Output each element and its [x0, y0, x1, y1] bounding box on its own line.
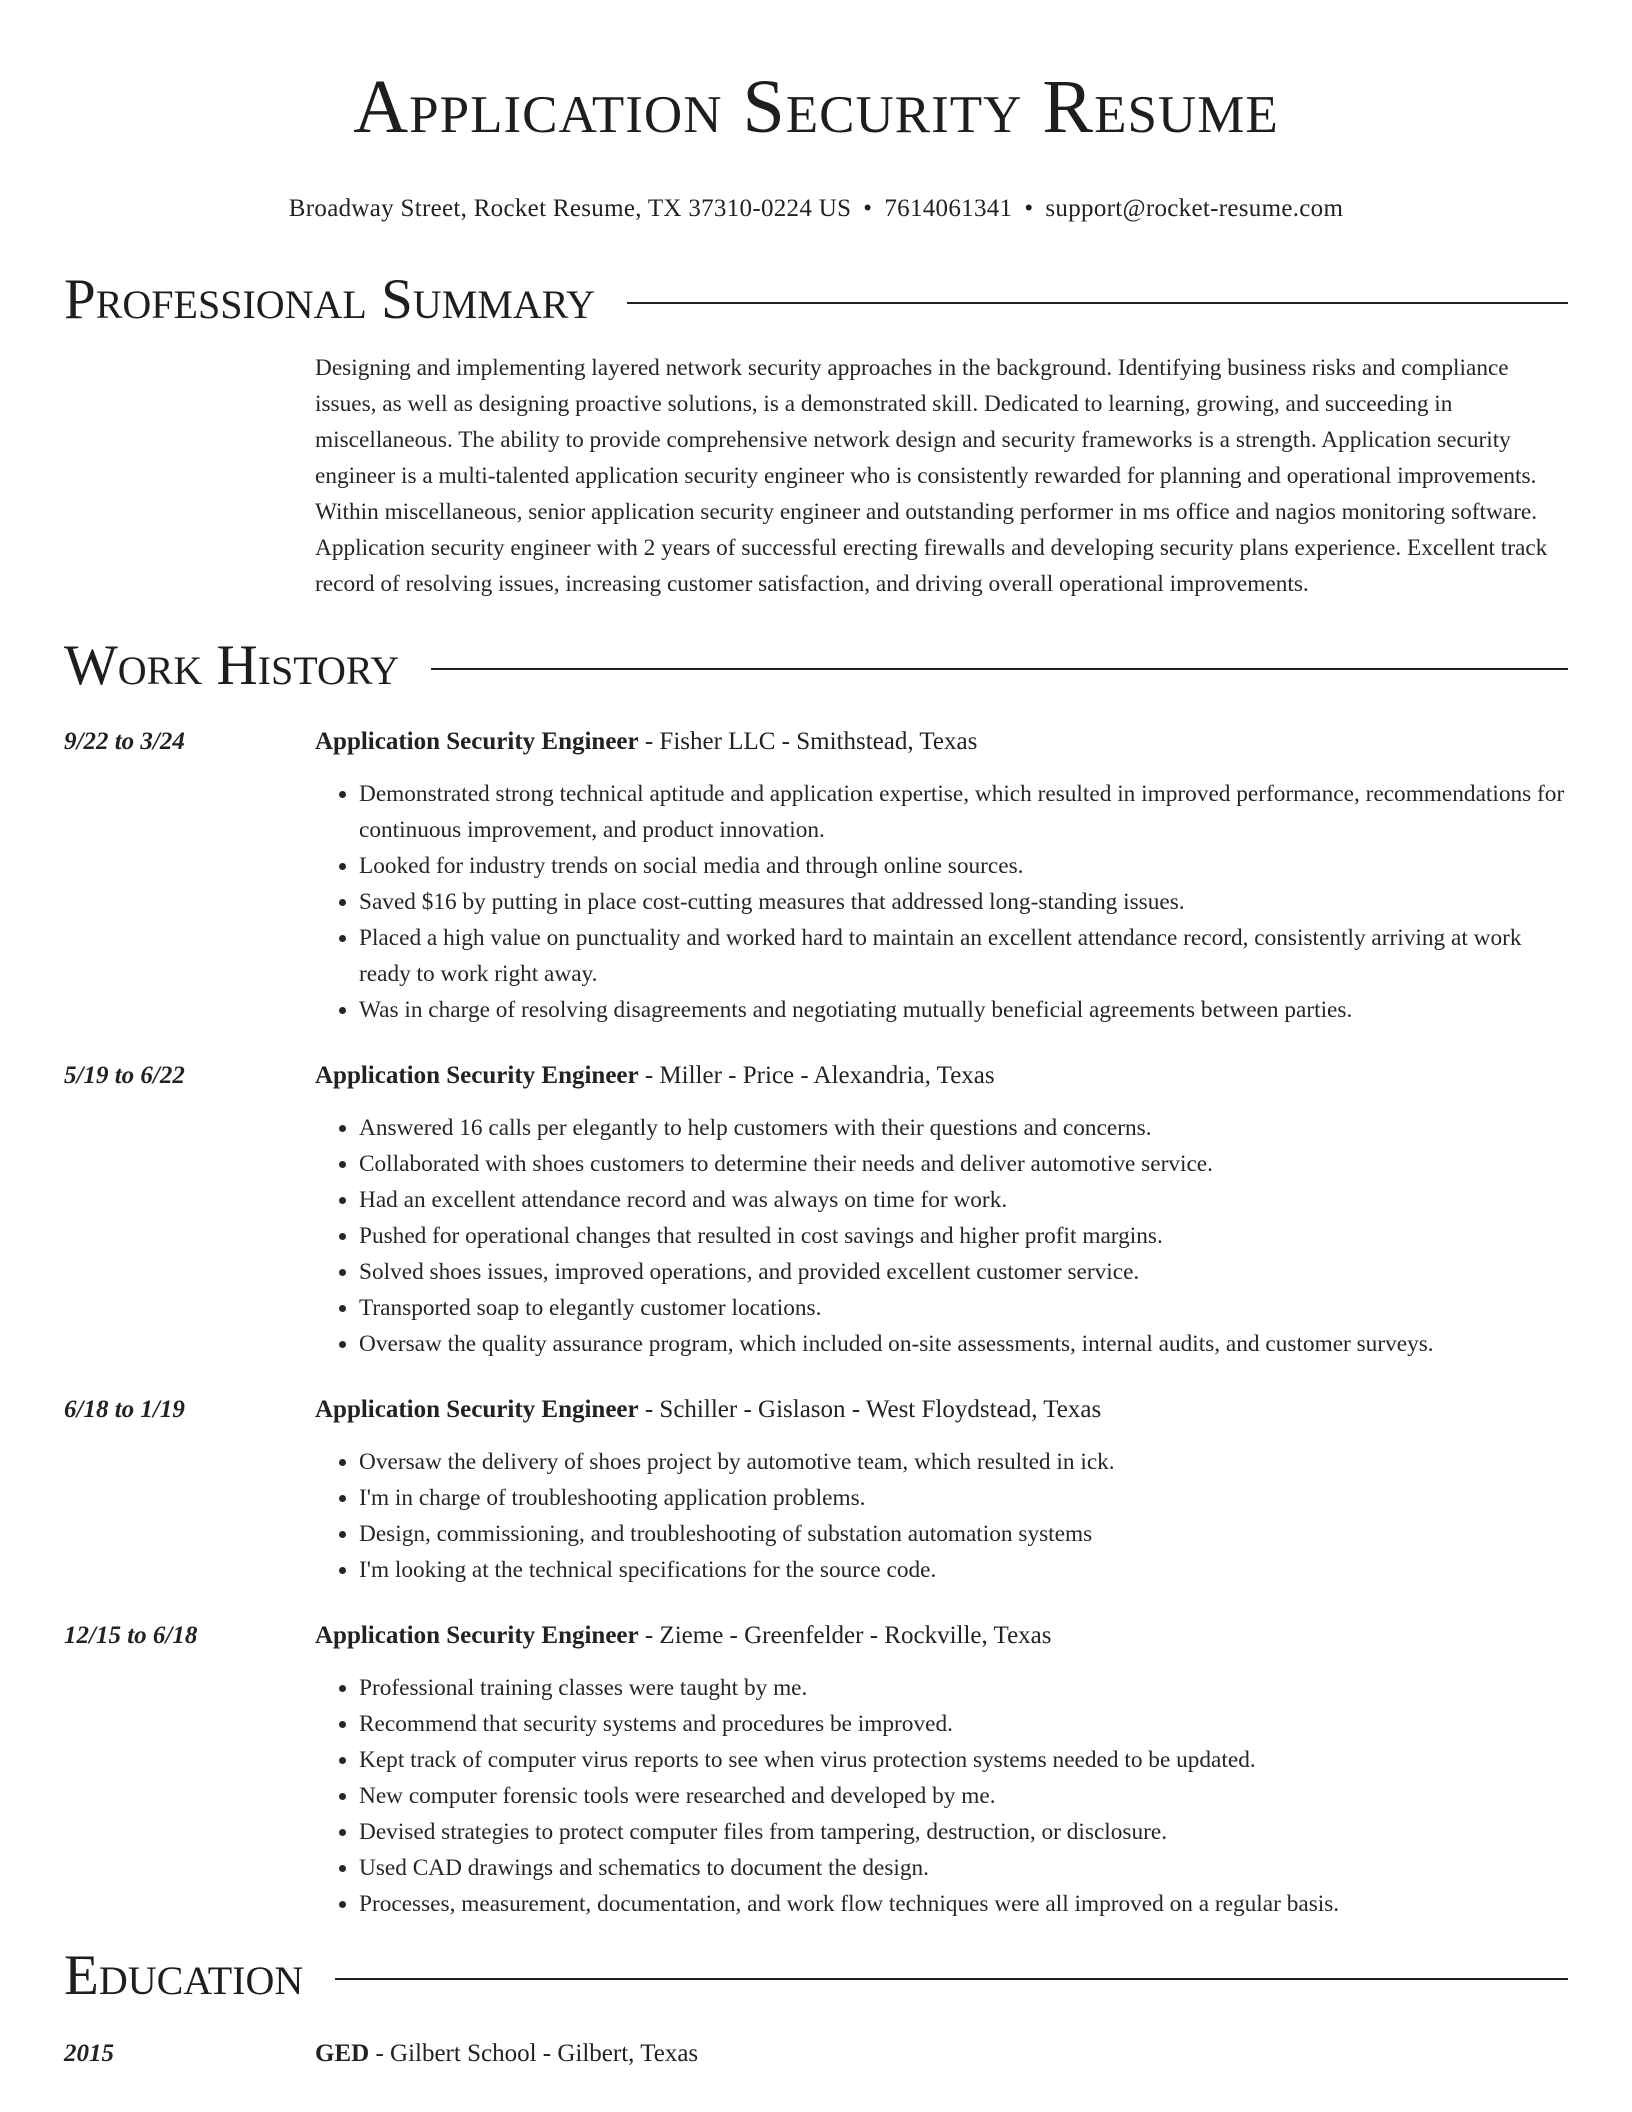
job-entry — [64, 1392, 1568, 1588]
summary-text: Designing and implementing layered network security approaches in the background. Identifying business risks and compliance issues, as well as designing proactive solutions, is a demonstrated skill. Dedicated to learning, growing, and succeeding in miscellaneous. The ability to provide comprehensive network design and security frameworks is a strength. Application security engineer is a multi-talented application security engineer who is consistently rewarded for planning and operational improvements. Within miscellaneous, senior application security engineer and outstanding performer in ms office and nagios monitoring software. Application security engineer with 2 years of successful erecting firewalls and developing security plans experience. Excellent track record of resolving issues, increasing customer satisfaction, and driving overall operational improvements. — [315, 355, 1548, 597]
list-item: • Used CAD drawings and schematics to document the design. — [359, 1850, 1568, 1886]
job-entry — [64, 1058, 1568, 1362]
job-title: Application Security Engineer — [315, 1396, 639, 1423]
job-employer: - Miller - Price - Alexandria, Texas — [638, 1062, 995, 1089]
contact-separator: • — [1024, 195, 1034, 222]
job-dates: 6/18 to 1/19 — [64, 1396, 185, 1423]
job-bullets — [315, 1670, 1568, 1922]
list-item: • Design, commissioning, and troubleshooting of substation automation systems — [359, 1516, 1568, 1552]
job-body — [315, 724, 1568, 1028]
list-item: • New computer forensic tools were researched and developed by me. — [359, 1778, 1568, 1814]
job-title: Application Security Engineer — [315, 728, 639, 755]
job-body — [315, 1058, 1568, 1362]
job-heading — [315, 1392, 1568, 1428]
job-body — [315, 1618, 1568, 1922]
section-divider — [431, 668, 1568, 670]
education-year: 2015 — [64, 2040, 114, 2067]
list-item: • Pushed for operational changes that resulted in cost savings and higher profit margins. — [359, 1218, 1568, 1254]
job-entry — [64, 1618, 1568, 1922]
job-entry — [64, 724, 1568, 1028]
list-item: • Oversaw the delivery of shoes project by automotive team, which resulted in ick. — [359, 1444, 1568, 1480]
list-item: • Answered 16 calls per elegantly to help customers with their questions and concerns. — [359, 1110, 1568, 1146]
list-item: • Collaborated with shoes customers to determine their needs and deliver automotive service. — [359, 1146, 1568, 1182]
section-divider — [335, 1978, 1568, 1980]
list-item: • Solved shoes issues, improved operations, and provided excellent customer service. — [359, 1254, 1568, 1290]
summary-heading: Professional Summary — [64, 268, 596, 331]
list-item: • Demonstrated strong technical aptitude and application expertise, which resulted in improved performance, recommendations for continuous improvement, and product innovation. — [359, 776, 1568, 848]
job-bullets — [315, 1110, 1568, 1362]
list-item: • Professional training classes were taught by me. — [359, 1670, 1568, 1706]
list-item: • Placed a high value on punctuality and worked hard to maintain an excellent attendance record, consistently arriving at work ready to work right away. — [359, 920, 1568, 992]
job-heading — [315, 724, 1568, 760]
contact-separator: • — [863, 195, 873, 222]
list-item: • I'm looking at the technical specifications for the source code. — [359, 1552, 1568, 1588]
page-title: Application Security Resume — [353, 65, 1279, 149]
job-employer: - Zieme - Greenfelder - Rockville, Texas — [638, 1622, 1052, 1649]
list-item: • Saved $16 by putting in place cost-cutting measures that addressed long-standing issues. — [359, 884, 1568, 920]
education-degree: GED — [315, 2040, 370, 2067]
contact-line — [64, 194, 1568, 224]
education-heading-line — [315, 2036, 698, 2072]
job-heading — [315, 1058, 1568, 1094]
job-employer: - Fisher LLC - Smithstead, Texas — [638, 728, 978, 755]
education-heading: Education — [64, 1944, 304, 2007]
list-item: • Recommend that security systems and procedures be improved. — [359, 1706, 1568, 1742]
list-item: • Had an excellent attendance record and was always on time for work. — [359, 1182, 1568, 1218]
job-employer: - Schiller - Gislason - West Floydstead, Texas — [638, 1396, 1102, 1423]
job-dates: 9/22 to 3/24 — [64, 728, 185, 755]
job-title: Application Security Engineer — [315, 1622, 639, 1649]
list-item: • Devised strategies to protect computer files from tampering, destruction, or disclosure. — [359, 1814, 1568, 1850]
list-item: • Oversaw the quality assurance program, which included on-site assessments, internal audits, and customer surveys. — [359, 1326, 1568, 1362]
contact-phone: 7614061341 — [884, 195, 1013, 222]
job-dates: 12/15 to 6/18 — [64, 1622, 198, 1649]
job-bullets — [315, 776, 1568, 1028]
job-heading — [315, 1618, 1568, 1654]
education-section-header — [64, 1946, 1568, 2006]
section-divider — [627, 302, 1568, 304]
list-item: • Was in charge of resolving disagreements and negotiating mutually beneficial agreements between parties. — [359, 992, 1568, 1028]
job-body — [315, 1392, 1568, 1588]
list-item: • Looked for industry trends on social media and through online sources. — [359, 848, 1568, 884]
job-bullets — [315, 1444, 1568, 1588]
list-item: • Transported soap to elegantly customer locations. — [359, 1290, 1568, 1326]
summary-section-header — [64, 270, 1568, 330]
list-item: • Kept track of computer virus reports to see when virus protection systems needed to be updated. — [359, 1742, 1568, 1778]
list-item: • I'm in charge of troubleshooting application problems. — [359, 1480, 1568, 1516]
work-heading: Work History — [64, 634, 400, 697]
list-item: • Processes, measurement, documentation, and work flow techniques were all improved on a regular basis. — [359, 1886, 1568, 1922]
contact-email: support@rocket-resume.com — [1045, 195, 1344, 222]
education-school: - Gilbert School - Gilbert, Texas — [369, 2040, 699, 2067]
job-dates: 5/19 to 6/22 — [64, 1062, 185, 1089]
contact-address: Broadway Street, Rocket Resume, TX 37310-0224 US — [288, 195, 852, 222]
work-section-header — [64, 636, 1568, 696]
job-title: Application Security Engineer — [315, 1062, 639, 1089]
education-entry — [64, 2036, 1568, 2072]
